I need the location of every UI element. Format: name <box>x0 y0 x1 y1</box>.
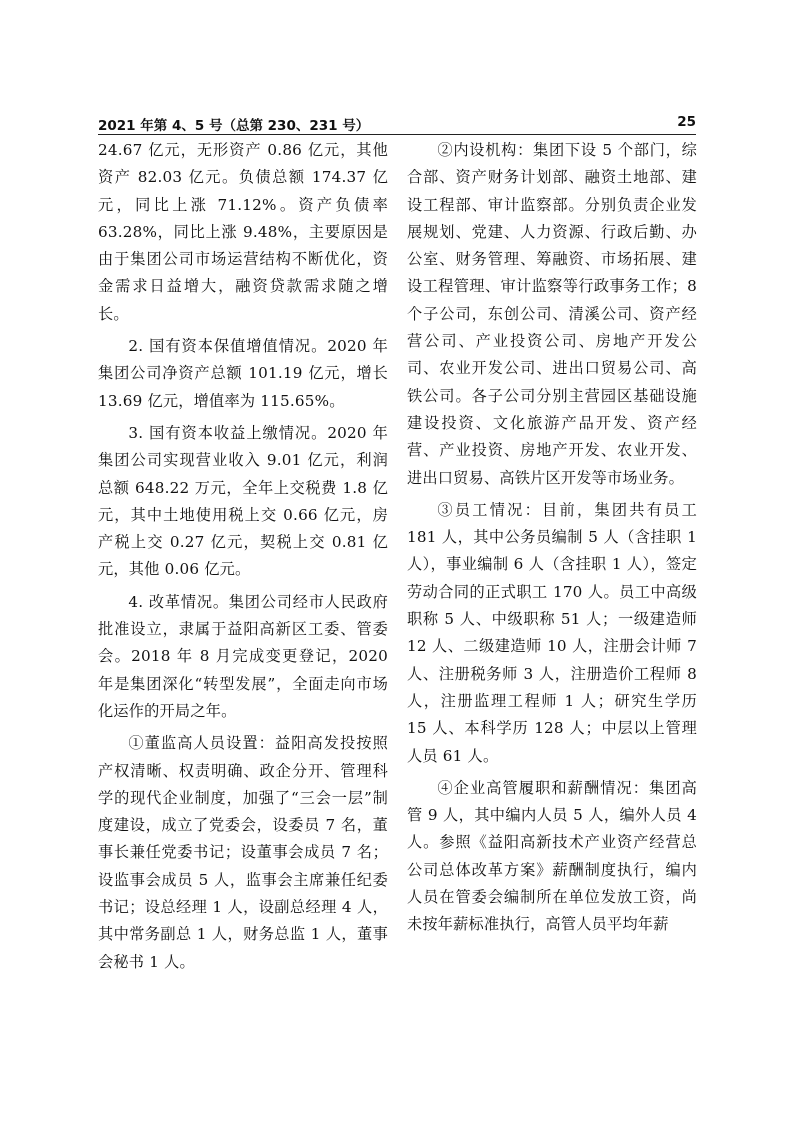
paragraph: 3. 国有资本收益上缴情况。2020 年集团公司实现营业收入 9.01 亿元，利润总额 648.22 万元，全年上交税费 1.8 亿元，其中土地使用税上交 0.66 亿元，房产税上交 0.27 亿元，契税上交 0.81 亿元，其他 0.06 亿元。 <box>98 423 388 579</box>
header-divider <box>98 134 696 135</box>
paragraph: 24.67 亿元，无形资产 0.86 亿元，其他资产 82.03 亿元。负债总额 174.37 亿元，同比上涨 71.12%。资产负债率 63.28%，同比上涨 9.48%，主要原因是由于集团公司市场运营结构不断优化，资金需求日益增大，融资贷款需求随之增长。 <box>98 141 388 323</box>
paragraph: ②内设机构：集团下设 5 个部门，综合部、资产财务计划部、融资土地部、建设工程部、审计监察部。分别负责企业发展规划、党建、人力资源、行政后勤、办公室、财务管理、筹融资、市场拓展、建设工程管理、审计监察等行政事务工作；8 个子公司，东创公司、清溪公司、资产经营公司、产业投资公司、房地产开发公司、农业开发公司、进出口贸易公司、高铁公司。各子公司分别主营园区基础设施建设投资、文化旅游产品开发、资产经营、产业投资、房地产开发、农业开发、进出口贸易、高铁片区开发等市场业务。 <box>407 141 697 487</box>
page-number: 25 <box>677 114 696 130</box>
paragraph: 2. 国有资本保值增值情况。2020 年集团公司净资产总额 101.19 亿元，增长 13.69 亿元，增值率为 115.65%。 <box>98 337 388 410</box>
paragraph: ①董监高人员设置：益阳高发投按照产权清晰、权责明确、政企分开、管理科学的现代企业制度，加强了“三会一层”制度建设，成立了党委会，设委员 7 名，董事长兼任党委书记；设董事会成员 7 名；设监事会成员 5 人，监事会主席兼任纪委书记；设总经理 1 人，设副总经理 4 人，其中常务副总 1 人，财务总监 1 人，董事会秘书 1 人。 <box>98 734 388 971</box>
paragraph: ④企业高管履职和薪酬情况：集团高管 9 人，其中编内人员 5 人，编外人员 4 人。参照《益阳高新技术产业资产经营总公司总体改革方案》薪酬制度执行，编内人员在管委会编制所在单位发放工资，尚未按年薪标准执行，高管人员平均年薪 <box>407 778 697 934</box>
running-header <box>98 114 696 134</box>
paragraph: ③员工情况：目前，集团共有员工 181 人，其中公务员编制 5 人（含挂职 1 人），事业编制 6 人（含挂职 1 人），签定劳动合同的正式职工 170 人。员工中高级职称 5 人、中级职称 51 人；一级建造师 12 人、二级建造师 10 人，注册会计师 7 人、注册税务师 3 人，注册造价工程师 8 人，注册监理工程师 1 人；研究生学历 15 人、本科学历 128 人；中层以上管理人员 61 人。 <box>407 500 697 765</box>
journal-issue-label: 2021 年第 4、5 号（总第 230、231 号） <box>98 118 370 134</box>
left-column <box>98 137 388 981</box>
right-column <box>407 137 697 944</box>
paragraph: 4. 改革情况。集团公司经市人民政府批准设立，隶属于益阳高新区工委、管委会。2018 年 8 月完成变更登记，2020 年是集团深化“转型发展”，全面走向市场化运作的开局之年。 <box>98 592 388 720</box>
